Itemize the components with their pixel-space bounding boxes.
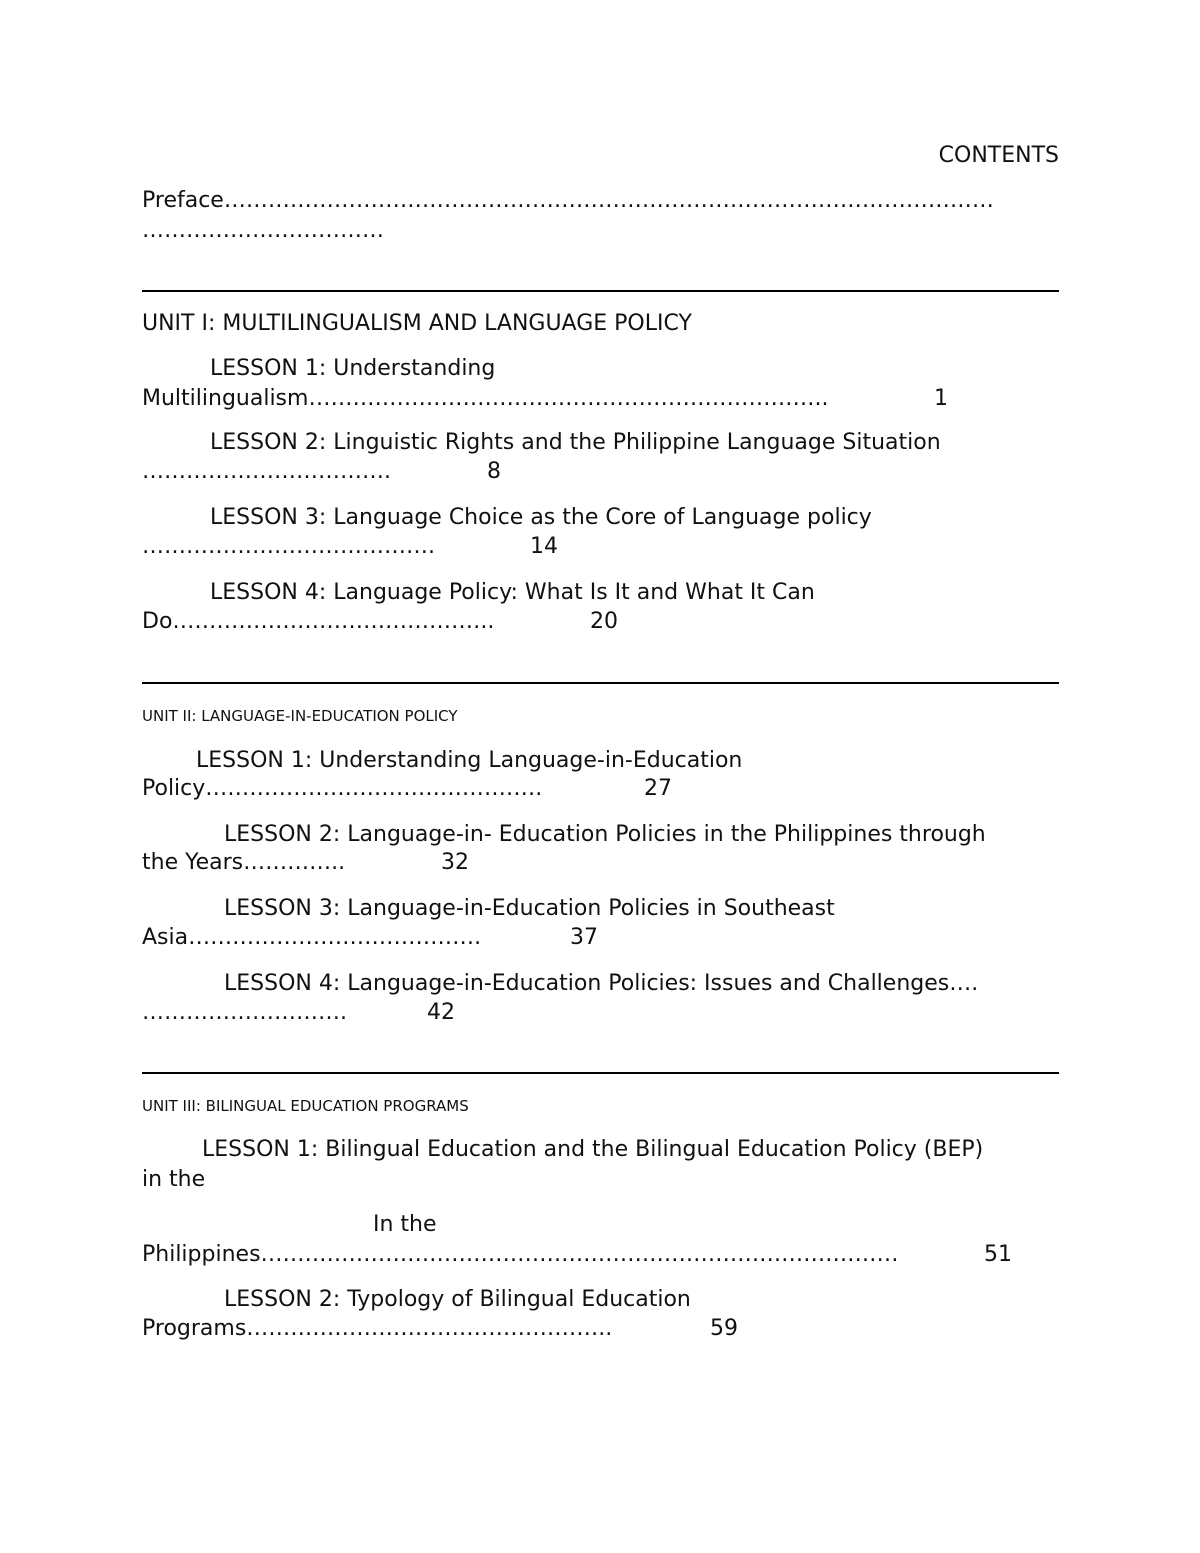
unit-1-lesson-3-leader: …………………………………. bbox=[142, 534, 435, 559]
preface-leader-continued: …………………………… bbox=[142, 218, 384, 243]
unit-divider bbox=[142, 1072, 1059, 1074]
unit-3-lesson-1-title-cont: In the bbox=[373, 1212, 437, 1237]
unit-1-lesson-4-leader: Do…………………………………….. bbox=[142, 609, 495, 634]
unit-2-lesson-3-title: LESSON 3: Language-in-Education Policies in Southeast bbox=[224, 896, 835, 921]
preface-label: Preface bbox=[142, 188, 224, 213]
page-title: CONTENTS bbox=[938, 143, 1059, 168]
unit-1-lesson-1-title: LESSON 1: Understanding bbox=[210, 356, 496, 381]
unit-2-lesson-2-title: LESSON 2: Language-in- Education Policies in the Philippines through bbox=[224, 822, 986, 847]
unit-2-lesson-2-page: 32 bbox=[441, 850, 469, 875]
unit-3-lesson-1-title-wrap: in the bbox=[142, 1167, 206, 1192]
unit-1-lesson-2-page: 8 bbox=[487, 459, 501, 484]
unit-divider bbox=[142, 290, 1059, 292]
unit-2-heading: UNIT II: LANGUAGE-IN-EDUCATION POLICY bbox=[142, 707, 458, 725]
preface-entry bbox=[142, 190, 994, 212]
unit-2-lesson-3-leader: Asia…………………………………. bbox=[142, 925, 482, 950]
unit-1-lesson-3-title: LESSON 3: Language Choice as the Core of Language policy bbox=[210, 505, 872, 530]
unit-1-lesson-1-leader: Multilingualism…………………………………………………………….. bbox=[142, 386, 829, 411]
unit-2-lesson-4-leader: ………………………. bbox=[142, 1000, 347, 1025]
unit-1-lesson-3-page: 14 bbox=[530, 534, 558, 559]
unit-3-lesson-1-title: LESSON 1: Bilingual Education and the Bilingual Education Policy (BEP) bbox=[202, 1137, 984, 1162]
unit-3-heading: UNIT III: BILINGUAL EDUCATION PROGRAMS bbox=[142, 1097, 469, 1115]
unit-2-lesson-4-page: 42 bbox=[427, 1000, 455, 1025]
unit-3-lesson-2-page: 59 bbox=[710, 1316, 738, 1341]
unit-divider bbox=[142, 682, 1059, 684]
unit-3-lesson-1-page: 51 bbox=[984, 1242, 1012, 1267]
unit-2-lesson-1-page: 27 bbox=[644, 776, 672, 801]
preface-leader: …………………………………………………………………………………………… bbox=[223, 188, 994, 213]
unit-1-lesson-4-page: 20 bbox=[590, 609, 618, 634]
unit-1-lesson-1-page: 1 bbox=[934, 386, 948, 411]
unit-1-heading: UNIT I: MULTILINGUALISM AND LANGUAGE POLICY bbox=[142, 311, 692, 336]
unit-3-lesson-2-leader: Programs………………………………………….. bbox=[142, 1316, 613, 1341]
unit-2-lesson-1-title: LESSON 1: Understanding Language-in-Education bbox=[196, 748, 743, 773]
unit-2-lesson-1-leader: Policy………………………………………. bbox=[142, 776, 543, 801]
unit-1-lesson-2-title: LESSON 2: Linguistic Rights and the Philippine Language Situation bbox=[210, 430, 941, 455]
unit-3-lesson-1-leader: Philippines…………………………………………………………………………… bbox=[142, 1242, 899, 1267]
unit-2-lesson-2-leader: the Years………….. bbox=[142, 850, 346, 875]
unit-1-lesson-2-leader: ……………………………. bbox=[142, 459, 391, 484]
unit-3-lesson-2-title: LESSON 2: Typology of Bilingual Education bbox=[224, 1287, 691, 1312]
unit-1-lesson-4-title: LESSON 4: Language Policy: What Is It and What It Can bbox=[210, 580, 815, 605]
unit-2-lesson-4-title: LESSON 4: Language-in-Education Policies: Issues and Challenges…. bbox=[224, 971, 979, 996]
unit-2-lesson-3-page: 37 bbox=[570, 925, 598, 950]
